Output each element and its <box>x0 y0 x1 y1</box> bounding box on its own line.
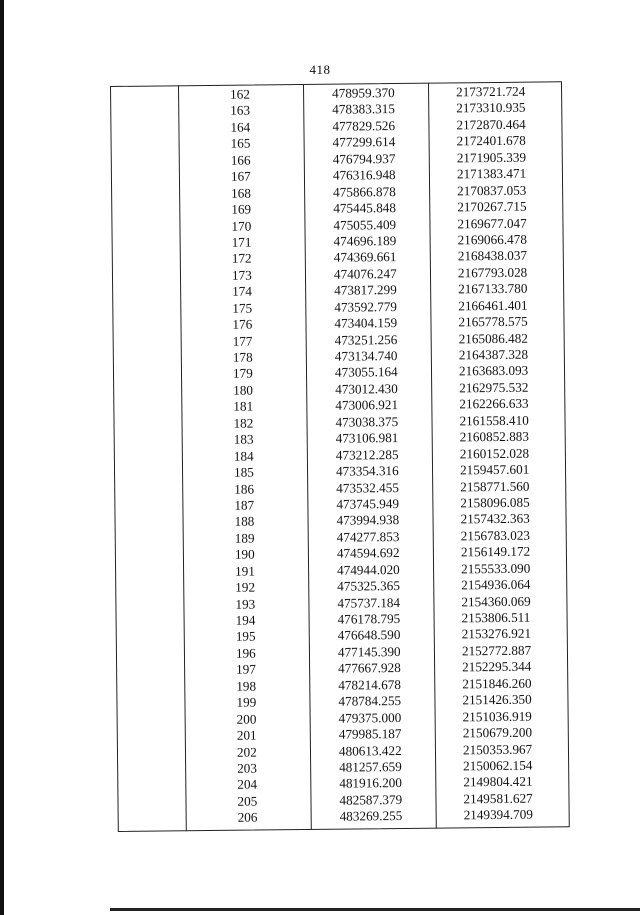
x-coordinate-cell: 478784.255 <box>338 693 402 709</box>
point-number-cell: 181 <box>233 398 254 415</box>
y-coordinate-cell: 2160152.028 <box>459 445 530 461</box>
y-coordinate-cell: 2149394.709 <box>463 806 533 823</box>
y-coordinate-cell: 2150353.967 <box>462 741 533 757</box>
y-coordinate-cell: 2155533.090 <box>460 560 531 577</box>
x-coordinate-cell: 473592.779 <box>334 298 398 315</box>
y-coordinate-cell: 2153276.921 <box>461 626 532 642</box>
x-coordinate-cell: 477667.928 <box>338 660 401 676</box>
point-number-cell: 203 <box>237 760 258 776</box>
table-body <box>110 83 570 827</box>
y-coordinate-cell: 2168438.037 <box>457 248 528 264</box>
point-number-cell: 205 <box>237 793 258 809</box>
x-coordinate-cell: 477145.390 <box>337 643 401 660</box>
point-number-cell: 191 <box>235 563 255 579</box>
point-number-cell: 200 <box>236 711 257 727</box>
y-coordinate-cell: 2173310.935 <box>456 100 526 116</box>
x-coordinate-cell: 480613.422 <box>338 742 402 759</box>
y-coordinate-cell: 2160852.883 <box>459 428 530 445</box>
x-coordinate-cell: 473038.375 <box>335 413 399 430</box>
y-coordinate-cell: 2158771.560 <box>460 478 530 494</box>
point-number-cell: 188 <box>234 513 255 530</box>
y-coordinate-cell: 2171905.339 <box>456 149 527 166</box>
x-coordinate-cell: 476648.590 <box>337 627 401 644</box>
point-number-cell: 199 <box>236 694 257 710</box>
point-number-cell: 183 <box>233 431 254 447</box>
x-coordinate-cell: 474076.247 <box>333 265 397 282</box>
x-coordinate-cell: 475055.409 <box>333 216 397 233</box>
y-coordinate-cell: 2163683.093 <box>458 363 529 379</box>
point-number-cell: 179 <box>232 365 253 382</box>
x-coordinate-cell: 476794.937 <box>332 150 396 167</box>
point-number-cell: 189 <box>234 530 255 546</box>
x-coordinate-cell: 475866.878 <box>333 183 396 200</box>
y-coordinate-cell: 2162266.633 <box>459 395 529 412</box>
y-coordinate-cell: 2151846.260 <box>462 675 532 692</box>
x-coordinate-cell: 474944.020 <box>337 561 400 578</box>
x-coordinate-cell: 481916.200 <box>339 775 403 792</box>
point-number-cell: 192 <box>235 579 256 595</box>
point-number-cell: 186 <box>234 481 255 497</box>
point-number-cell: 177 <box>232 333 253 349</box>
x-coordinate-cell: 479985.187 <box>338 726 402 742</box>
x-coordinate-cell: 473354.316 <box>335 463 399 479</box>
y-coordinate-cell: 2150062.154 <box>463 757 533 774</box>
x-coordinate-cell: 473404.159 <box>334 315 398 331</box>
point-number-cell: 163 <box>230 102 251 119</box>
point-number-cell: 185 <box>233 464 254 480</box>
x-coordinate-cell: 479375.000 <box>338 709 402 726</box>
x-coordinate-cell: 473106.981 <box>335 430 399 446</box>
y-coordinate-cell: 2151426.350 <box>462 691 532 708</box>
y-coordinate-cell: 2164387.328 <box>458 346 529 363</box>
point-number-cell: 201 <box>236 727 257 743</box>
x-coordinate-cell: 476178.795 <box>337 610 401 627</box>
x-coordinate-cell: 477299.614 <box>332 134 396 150</box>
y-coordinate-cell: 2165778.575 <box>458 313 528 330</box>
point-number-cell: 172 <box>231 250 252 267</box>
point-number-cell: 195 <box>235 628 256 645</box>
point-number-cell: 178 <box>232 349 253 365</box>
point-number-cell: 193 <box>235 596 256 612</box>
y-coordinate-cell: 2166461.401 <box>458 297 528 314</box>
x-coordinate-cell: 474369.661 <box>333 249 397 266</box>
point-number-cell: 204 <box>237 776 258 793</box>
page-number: 418 <box>309 62 331 77</box>
point-number-cell: 175 <box>232 300 253 316</box>
x-coordinate-cell: 473212.285 <box>335 446 399 463</box>
point-number-cell: 174 <box>232 283 253 299</box>
y-coordinate-cell: 2152772.887 <box>461 642 532 659</box>
x-coordinate-cell: 475737.184 <box>337 594 401 611</box>
y-coordinate-cell: 2152295.344 <box>462 658 532 675</box>
point-number-cell: 162 <box>230 86 250 102</box>
point-number-cell: 198 <box>236 678 257 694</box>
point-number-cell: 167 <box>230 168 251 184</box>
y-coordinate-cell: 2154936.064 <box>461 576 531 593</box>
point-number-cell: 184 <box>233 448 254 464</box>
point-number-cell: 166 <box>230 152 251 168</box>
y-coordinate-cell: 2156149.172 <box>460 543 531 560</box>
y-coordinate-cell: 2162975.532 <box>459 379 529 396</box>
point-number-cell: 202 <box>236 744 257 760</box>
point-number-cell: 169 <box>231 201 252 217</box>
x-coordinate-cell: 477829.526 <box>332 117 396 134</box>
point-number-cell: 194 <box>235 612 256 628</box>
point-number-cell: 180 <box>233 382 254 398</box>
x-coordinate-cell: 473055.164 <box>334 364 398 381</box>
y-coordinate-cell: 2173721.724 <box>456 83 526 100</box>
y-coordinate-cell: 2151036.919 <box>462 708 532 724</box>
y-coordinate-cell: 2149581.627 <box>463 790 533 807</box>
x-coordinate-cell: 473134.740 <box>334 348 398 364</box>
x-coordinate-cell: 473532.455 <box>336 479 399 496</box>
x-coordinate-cell: 473012.430 <box>335 380 398 397</box>
point-number-cell: 171 <box>231 234 252 250</box>
y-coordinate-cell: 2172870.464 <box>456 116 526 133</box>
point-number-cell: 197 <box>236 661 256 678</box>
x-coordinate-cell: 473994.938 <box>336 512 400 529</box>
x-coordinate-cell: 474594.692 <box>336 545 400 561</box>
x-coordinate-cell: 478383.315 <box>332 101 395 118</box>
x-coordinate-cell: 473251.256 <box>334 331 398 348</box>
y-coordinate-cell: 2167133.780 <box>458 280 528 297</box>
y-coordinate-cell: 2165086.482 <box>458 330 528 346</box>
point-number-cell: 164 <box>230 119 251 135</box>
y-coordinate-cell: 2161558.410 <box>459 412 529 429</box>
x-coordinate-cell: 473006.921 <box>335 397 399 413</box>
scan-edge-bottom <box>110 908 640 911</box>
point-number-cell: 187 <box>234 497 255 513</box>
y-coordinate-cell: 2167793.028 <box>457 264 528 281</box>
x-coordinate-cell: 475445.848 <box>333 200 397 216</box>
y-coordinate-cell: 2171383.471 <box>456 165 527 182</box>
x-coordinate-cell: 474696.189 <box>333 232 397 249</box>
x-coordinate-cell: 482587.379 <box>339 791 403 808</box>
y-coordinate-cell: 2169677.047 <box>457 215 527 231</box>
point-number-cell: 173 <box>231 267 252 283</box>
point-number-cell: 196 <box>235 645 256 661</box>
y-coordinate-cell: 2170837.053 <box>457 182 527 198</box>
x-coordinate-cell: 476316.948 <box>332 167 396 183</box>
x-coordinate-cell: 473745.949 <box>336 495 400 512</box>
y-coordinate-cell: 2154360.069 <box>461 593 531 609</box>
point-number-cell: 176 <box>232 316 253 332</box>
coordinate-table <box>110 81 570 832</box>
y-coordinate-cell: 2170267.715 <box>457 198 527 215</box>
y-coordinate-cell: 2157432.363 <box>460 511 530 527</box>
x-coordinate-cell: 481257.659 <box>339 758 402 775</box>
y-coordinate-cell: 2169066.478 <box>457 231 527 248</box>
point-number-cell: 170 <box>231 218 252 234</box>
x-coordinate-cell: 478959.370 <box>332 85 395 101</box>
y-coordinate-cell: 2159457.601 <box>459 461 530 478</box>
x-coordinate-cell: 474277.853 <box>336 528 400 545</box>
scan-edge-left <box>0 0 4 915</box>
y-coordinate-cell: 2158096.085 <box>460 494 530 511</box>
y-coordinate-cell: 2156783.023 <box>460 527 531 544</box>
y-coordinate-cell: 2149804.421 <box>463 773 533 790</box>
x-coordinate-cell: 475325.365 <box>337 578 400 594</box>
y-coordinate-cell: 2150679.200 <box>462 724 533 741</box>
point-number-cell: 190 <box>234 546 255 562</box>
point-number-cell: 206 <box>237 809 258 825</box>
x-coordinate-cell: 478214.678 <box>338 676 401 693</box>
point-number-cell: 182 <box>233 415 254 431</box>
y-coordinate-cell: 2172401.678 <box>456 132 526 149</box>
point-number-cell: 165 <box>230 135 251 152</box>
x-coordinate-cell: 473817.299 <box>334 282 397 298</box>
x-coordinate-cell: 483269.255 <box>339 808 403 824</box>
point-number-cell: 168 <box>231 185 251 201</box>
y-coordinate-cell: 2153806.511 <box>461 609 531 626</box>
